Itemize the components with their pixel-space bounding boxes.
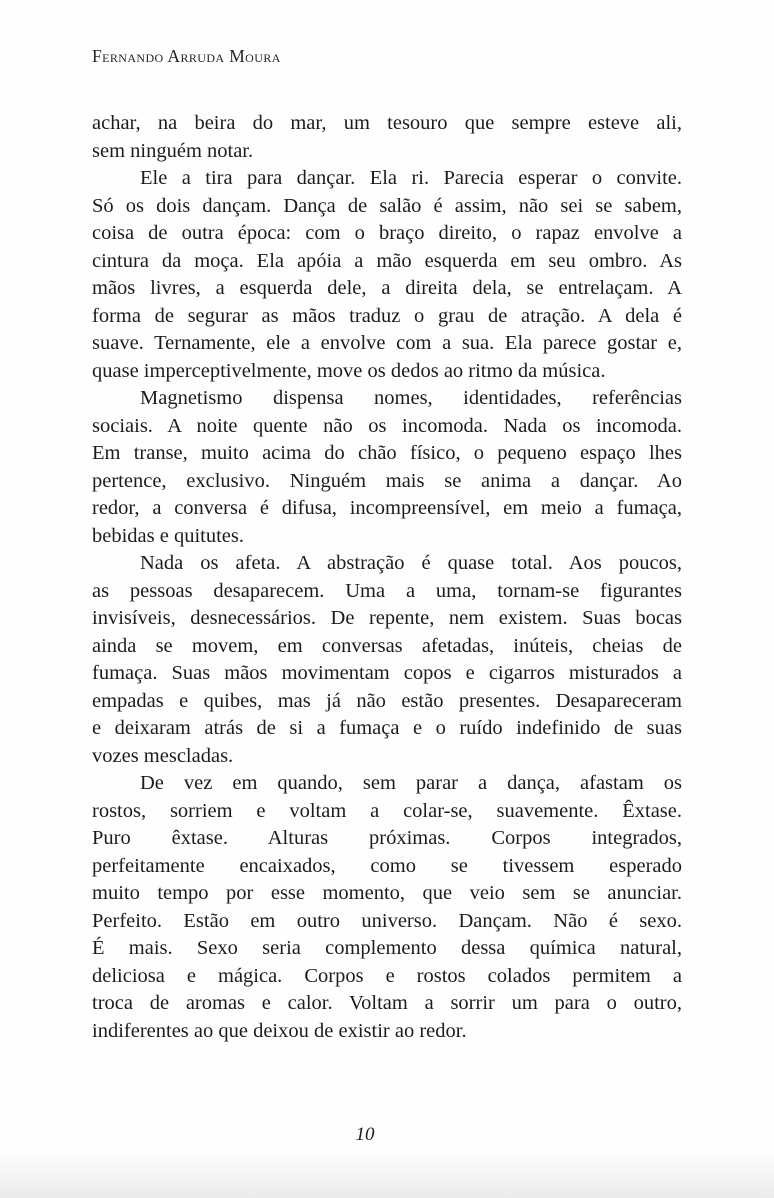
body-line: indiferentes ao que deixou de existir ao redor. [92, 1019, 467, 1042]
body-line: fumaça. Suas mãos movimentam copos e cigarros misturados a [92, 662, 682, 684]
body-line: suave. Ternamente, ele a envolve com a sua. Ela parece gostar e, [92, 332, 682, 354]
body-line: ainda se movem, em conversas afetadas, inúteis, cheias de [92, 634, 682, 657]
body-line: empadas e quibes, mas já não estão presentes. Desapareceram [92, 689, 682, 712]
body-line: Ele a tira para dançar. Ela ri. Parecia esperar o convite. [140, 167, 682, 189]
paragraph [92, 385, 682, 550]
body-text-block [92, 110, 682, 1045]
body-line: sociais. A noite quente não os incomoda. Nada os incomoda. [92, 414, 682, 437]
body-line: achar, na beira do mar, um tesouro que sempre esteve ali, [92, 112, 682, 134]
body-line: redor, a conversa é difusa, incompreensível, em meio a fumaça, [92, 497, 682, 519]
body-line: Magnetismo dispensa nomes, identidades, referências [140, 387, 682, 409]
body-line: e deixaram atrás de si a fumaça e o ruído indefinido de suas [92, 717, 682, 739]
body-line: Perfeito. Estão em outro universo. Dançam. Não é sexo. [92, 909, 682, 932]
running-header: Fernando Arruda Moura [92, 46, 281, 66]
body-line: cintura da moça. Ela apóia a mão esquerda em seu ombro. As [92, 249, 682, 272]
body-line: Nada os afeta. A abstração é quase total. Aos poucos, [140, 552, 682, 574]
body-line: forma de segurar as mãos traduz o grau de atração. A dela é [92, 304, 682, 327]
body-line: sem ninguém notar. [92, 139, 254, 162]
body-line: mãos livres, a esquerda dele, a direita dela, se entrelaçam. A [92, 277, 682, 299]
body-line: Em transe, muito acima do chão físico, o pequeno espaço lhes [92, 442, 682, 464]
body-line: É mais. Sexo seria complemento dessa química natural, [92, 937, 682, 959]
body-line: bebidas e quitutes. [92, 524, 245, 547]
paragraph [92, 165, 682, 385]
body-line: troca de aromas e calor. Voltam a sorrir um para o outro, [92, 992, 682, 1014]
body-line: perfeitamente encaixados, como se tivessem esperado [92, 854, 682, 877]
body-line: invisíveis, desnecessários. De repente, nem existem. Suas bocas [92, 607, 682, 629]
body-line: Só os dois dançam. Dança de salão é assim, não sei se sabem, [92, 194, 682, 217]
paragraph [92, 550, 682, 770]
body-line: muito tempo por esse momento, que veio sem se anunciar. [92, 882, 682, 904]
body-line: deliciosa e mágica. Corpos e rostos colados permitem a [92, 964, 682, 987]
body-line: rostos, sorriem e voltam a colar-se, suavemente. Êxtase. [92, 799, 682, 822]
page-bottom-shadow [0, 1152, 774, 1198]
body-line: quase imperceptivelmente, move os dedos ao ritmo da música. [92, 359, 606, 382]
body-line: coisa de outra época: com o braço direito, o rapaz envolve a [92, 222, 682, 244]
body-line: De vez em quando, sem parar a dança, afastam os [140, 772, 682, 794]
paragraph [92, 770, 682, 1045]
page-number: 10 [355, 1124, 375, 1145]
body-line: vozes mescladas. [92, 744, 234, 767]
body-line: as pessoas desaparecem. Uma a uma, tornam-se figurantes [92, 579, 682, 602]
body-line: Puro êxtase. Alturas próximas. Corpos integrados, [92, 827, 682, 849]
paragraph [92, 110, 682, 165]
body-line: pertence, exclusivo. Ninguém mais se anima a dançar. Ao [92, 469, 682, 492]
